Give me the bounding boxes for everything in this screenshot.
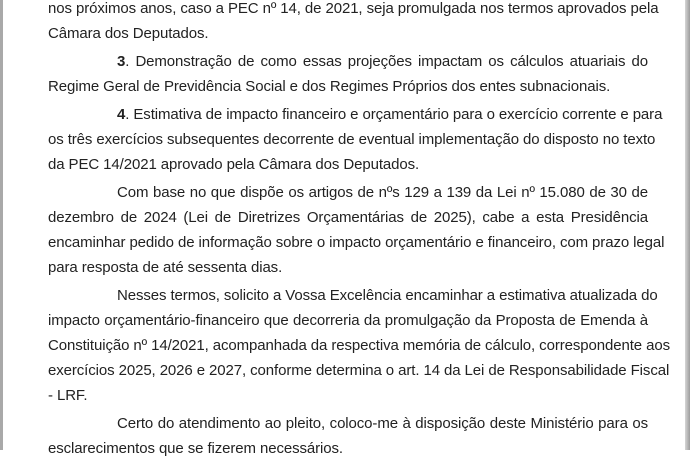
- text-line: [48, 49, 648, 74]
- text-line: Com base no que dispõe os artigos de nºs 129 a 139 da Lei nº 15.080 de 30 de: [117, 184, 648, 201]
- text-line: [48, 102, 663, 127]
- text-line: - LRF.: [48, 387, 88, 404]
- scan-border-right: [685, 0, 690, 450]
- text-line: impacto orçamentário-financeiro que decorreria da promulgação da Proposta de Emenda à: [48, 312, 648, 329]
- text-line: os três exercícios subsequentes decorrente de eventual implementação do disposto no texto: [48, 131, 656, 148]
- text-line: Nesses termos, solicito a Vossa Excelência encaminhar a estimativa atualizada do: [117, 287, 658, 304]
- text-line: esclarecimentos que se fizerem necessários.: [48, 440, 343, 457]
- text-line: exercícios 2025, 2026 e 2027, conforme determina o art. 14 da Lei de Responsabilidade Fiscal: [48, 362, 670, 379]
- document-page: [48, 0, 670, 464]
- request-paragraph: [48, 283, 670, 408]
- item-number: 4: [117, 106, 126, 123]
- closing-paragraph: [48, 411, 648, 461]
- item-4-paragraph: [48, 102, 663, 177]
- legal-basis-paragraph: [48, 180, 665, 280]
- text-line: para resposta de até sessenta dias.: [48, 259, 283, 276]
- text-line: Certo do atendimento ao pleito, coloco-me à disposição deste Ministério para os: [117, 415, 648, 432]
- item-text: . Demonstração de como essas projeções impactam os cálculos atuariais do: [125, 53, 648, 70]
- text-line: Regime Geral de Previdência Social e dos Regimes Próprios dos entes subnacionais.: [48, 78, 611, 95]
- text-line: encaminhar pedido de informação sobre o impacto orçamentário e financeiro, com prazo legal: [48, 234, 665, 251]
- text-line: Câmara dos Deputados.: [48, 25, 209, 42]
- scan-border-left: [0, 0, 3, 450]
- item-3-paragraph: [48, 49, 648, 99]
- text-line: da PEC 14/2021 aprovado pela Câmara dos Deputados.: [48, 156, 420, 173]
- item-number: 3: [117, 53, 126, 70]
- item-text: . Estimativa de impacto financeiro e orçamentário para o exercício corrente e para: [125, 106, 663, 123]
- text-line: Constituição nº 14/2021, acompanhada da respectiva memória de cálculo, correspondente aos: [48, 337, 670, 354]
- paragraph-continued: [48, 0, 659, 46]
- text-line: dezembro de 2024 (Lei de Diretrizes Orçamentárias de 2025), cabe a esta Presidência: [48, 209, 648, 226]
- text-line: nos próximos anos, caso a PEC nº 14, de 2021, seja promulgada nos termos aprovados pela: [48, 0, 659, 17]
